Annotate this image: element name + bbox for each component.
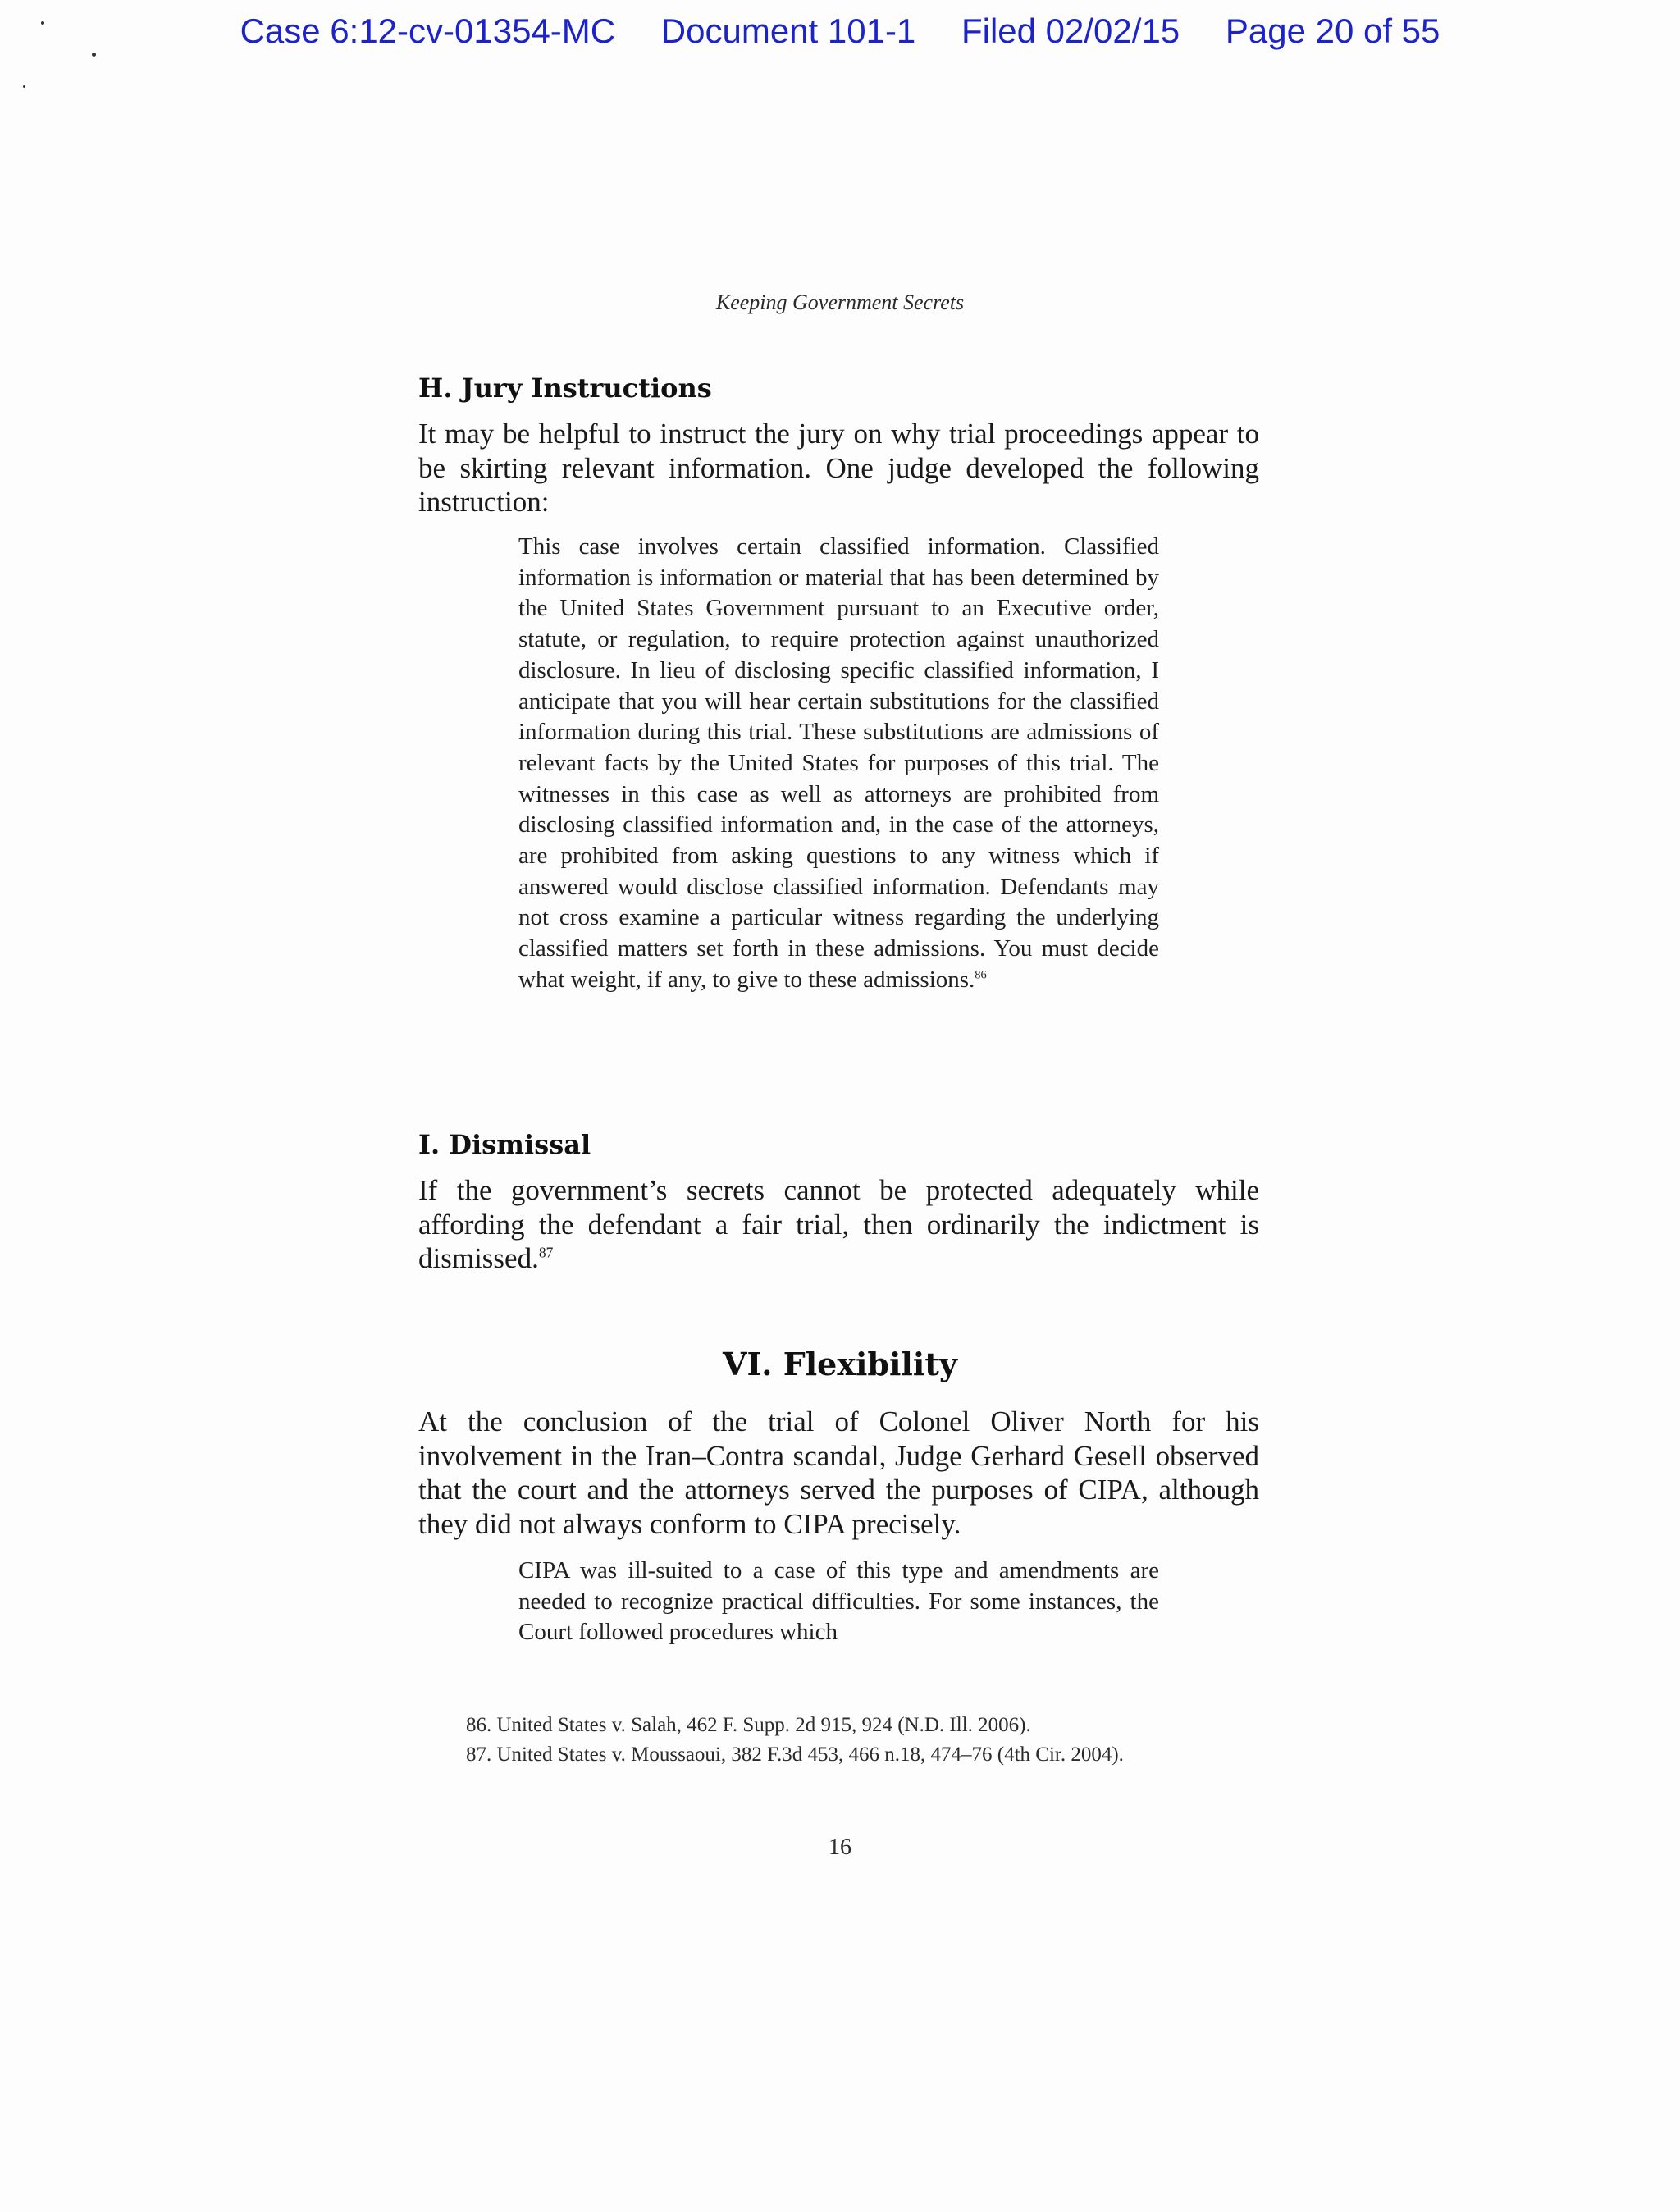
filed-date: Filed 02/02/15 <box>961 11 1180 50</box>
page-number: 16 <box>829 1835 851 1860</box>
footnote-ref-87[interactable]: 87 <box>538 1244 554 1261</box>
gesell-quote: CIPA was ill-suited to a case of this type and amendments are needed to recognize practical difficulties. For some instances, the Court followed procedures which <box>518 1557 1159 1646</box>
section-i-paragraph <box>418 1173 1259 1276</box>
section-i-heading: I. Dismissal <box>418 1129 591 1160</box>
footnote-ref-86[interactable]: 86 <box>975 968 987 982</box>
scan-speck <box>41 21 44 25</box>
quote-text: This case involves certain classified information. Classified information is information or material that has been determined by the United States Government pursuant to an Executive order, statute, or regulation, to require protection against unauthorized disclosure. In lieu of disclosing specific classified information, I anticipate that you will hear certain substitutions for the classified information during this trial. These substitutions are admissions of relevant facts by the United States for purposes of this trial. The witnesses in this case as well as attorneys are prohibited from disclosing classified information and, in the case of the attorneys, are prohibited from asking questions to any witness which if answered would disclose classified information. Defendants may not cross examine a particular witness regarding the underlying classified matters set forth in these admissions. You must decide what weight, if any, to give to these admissions. <box>518 533 1159 993</box>
case-number: Case 6:12-cv-01354-MC <box>240 11 616 50</box>
section-h-paragraph: It may be helpful to instruct the jury on why trial proceedings appear to be skirting relevant information. One judge developed the following instruction: <box>418 418 1259 518</box>
scan-speck <box>92 53 96 57</box>
case-header <box>0 8 1680 54</box>
footnote-87: 87. United States v. Moussaoui, 382 F.3d 453, 466 n.18, 474–76 (4th Cir. 2004). <box>466 1744 1124 1766</box>
footnote-86: 86. United States v. Salah, 462 F. Supp. 2d 915, 924 (N.D. Ill. 2006). <box>466 1714 1031 1736</box>
footnotes <box>466 1711 1253 1770</box>
page-count: Page 20 of 55 <box>1225 11 1440 50</box>
section-vi-paragraph: At the conclusion of the trial of Colonel Oliver North for his involvement in the Iran–Contra scandal, Judge Gerhard Gesell observed that the court and the attorneys served the purposes of CIPA, although they did not always conform to CIPA precisely. <box>418 1405 1259 1540</box>
section-h-heading: H. Jury Instructions <box>418 372 712 404</box>
section-i-text: If the government’s secrets cannot be protected adequately while affording the defendant a fair trial, then ordinarily the indictment is dismissed. <box>418 1174 1259 1274</box>
document-number: Document 101-1 <box>660 11 916 50</box>
jury-instruction-quote <box>518 532 1159 996</box>
scan-speck <box>23 85 25 88</box>
section-vi-title: VI. Flexibility <box>723 1346 957 1382</box>
running-head: Keeping Government Secrets <box>715 290 965 314</box>
